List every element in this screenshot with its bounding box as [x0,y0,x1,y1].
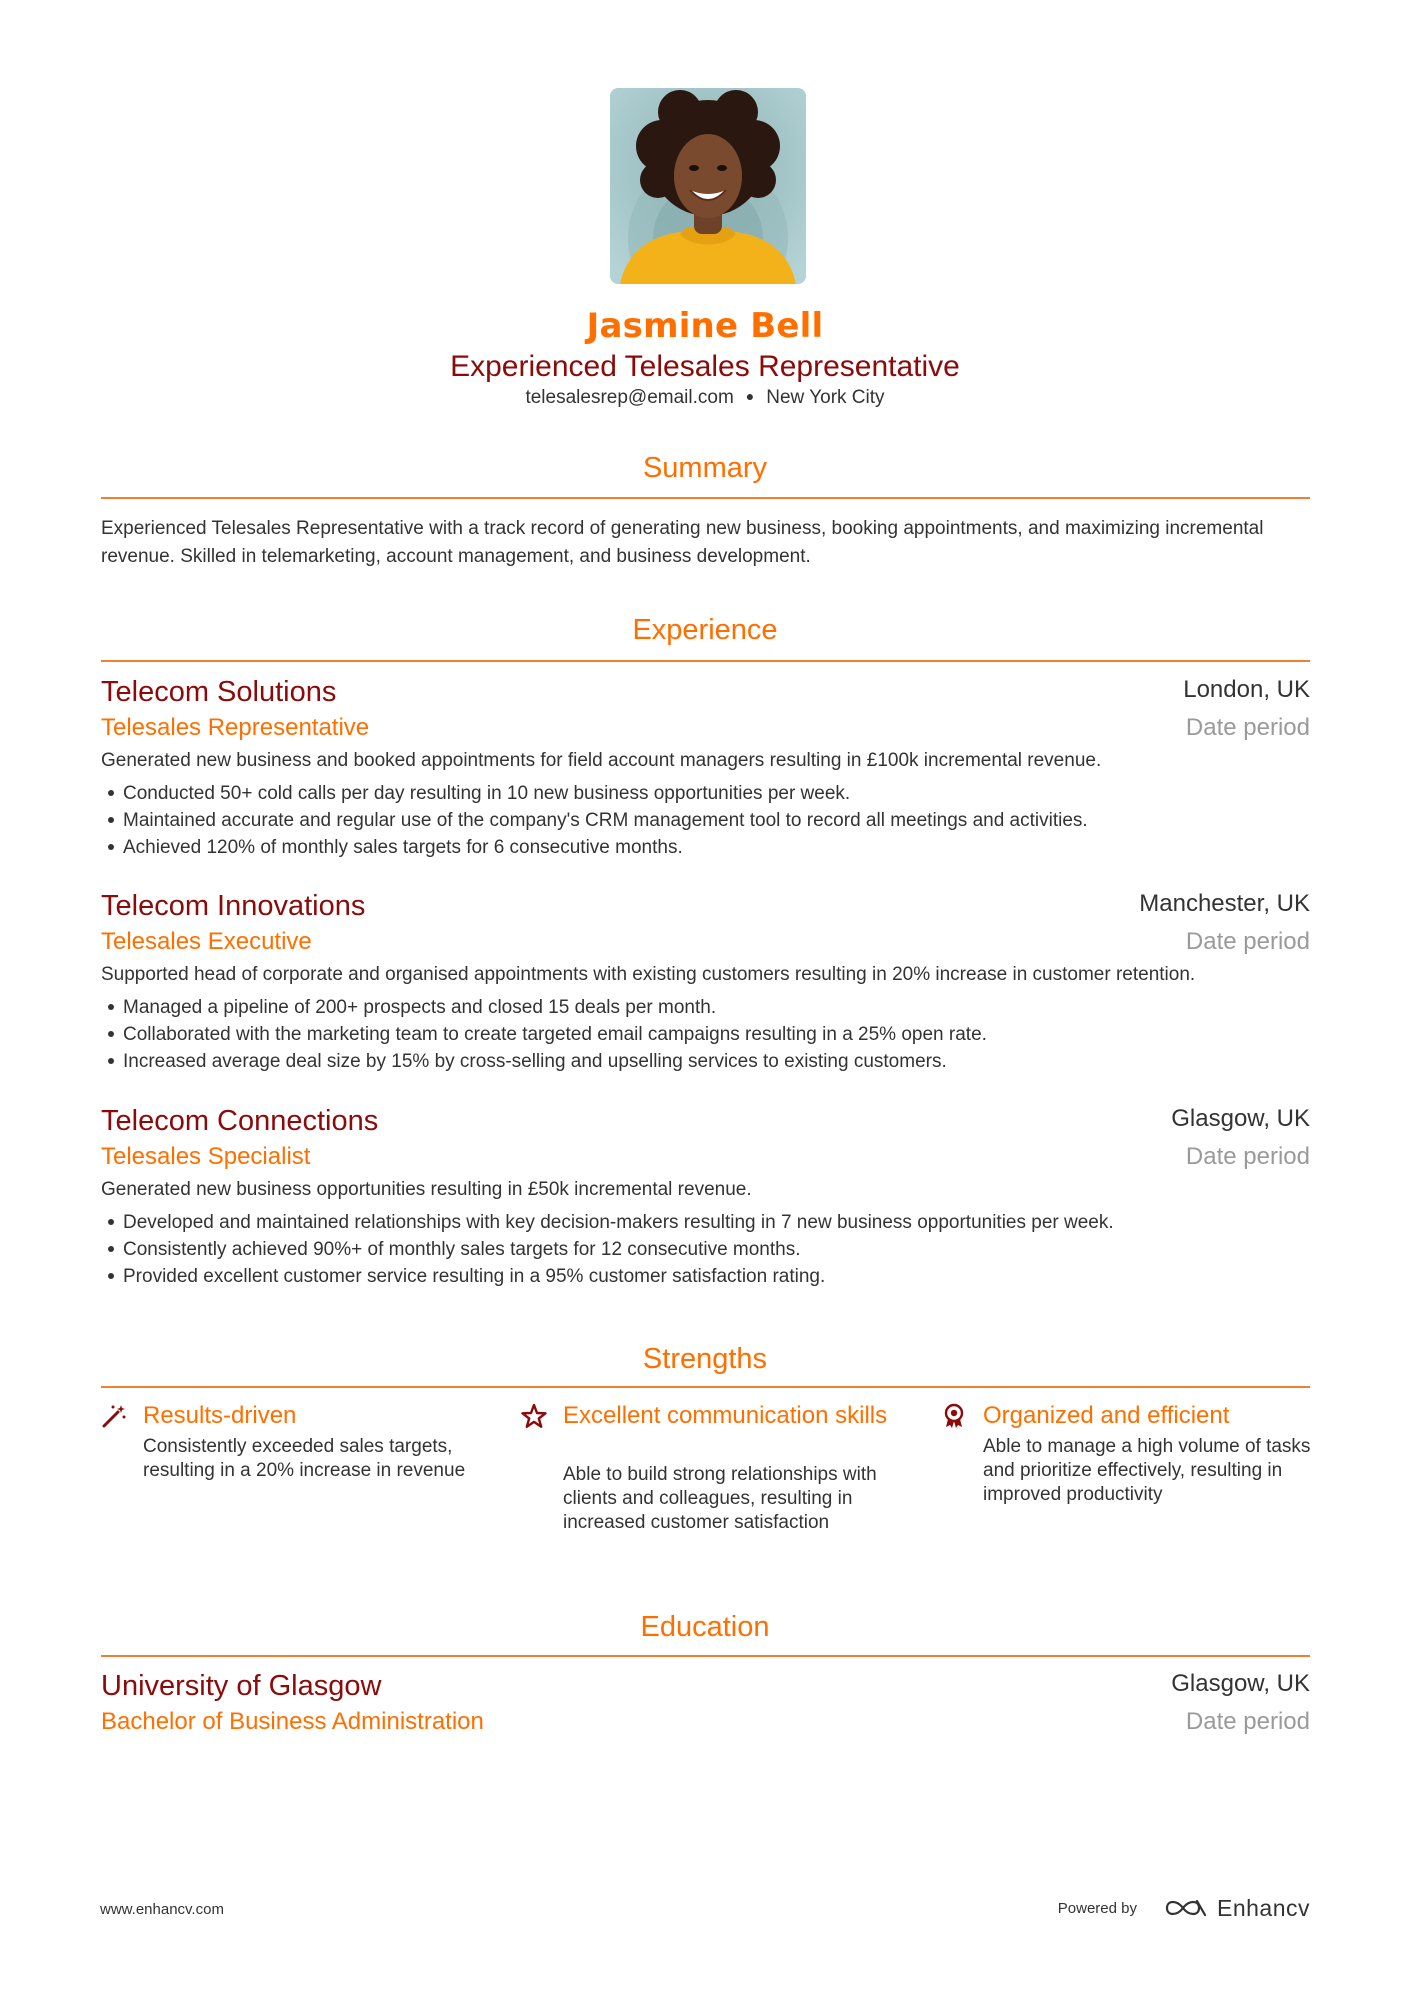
profile-photo [610,88,806,284]
section-title-strengths: Strengths [642,1343,768,1375]
footer-branding [1058,1893,1310,1923]
strength-title: Results-driven [143,1402,297,1429]
education-date: Date period [1185,1708,1310,1735]
magic-wand-icon [101,1403,127,1429]
separator-dot: ● [745,388,755,404]
section-title-education: Education [640,1611,770,1643]
section-divider [101,497,1310,499]
achievement-item: Collaborated with the marketing team to create targeted email campaigns resulting in a 25% open rate. [101,1021,987,1048]
company-name: Telecom Innovations [101,890,366,922]
job-date: Date period [1185,928,1310,955]
achievement-item: Achieved 120% of monthly sales targets for 6 consecutive months. [101,834,1088,861]
job-description: Supported head of corporate and organised appointments with existing customers resulting in 20% increase in customer retention. [101,964,1196,985]
job-date: Date period [1185,714,1310,741]
job-title: Telesales Executive [101,928,312,955]
achievement-item: Provided excellent customer service resulting in a 95% customer satisfaction rating. [101,1263,1114,1290]
achievement-item: Conducted 50+ cold calls per day resulting in 10 new business opportunities per week. [101,780,1088,807]
job-title: Telesales Specialist [101,1143,311,1170]
enhancv-logo-icon [1163,1896,1209,1920]
company-name: Telecom Connections [101,1105,379,1137]
candidate-headline: Experienced Telesales Representative [450,350,960,383]
achievement-item: Increased average deal size by 15% by cross-selling and upselling services to existing customers. [101,1048,987,1075]
brand-name: Enhancv [1216,1894,1310,1921]
school-location: Glasgow, UK [1171,1670,1310,1697]
section-divider [101,660,1310,662]
job-description: Generated new business and booked appointments for field account managers resulting in £100k incremental revenue. [101,750,1102,771]
achievement-list [101,1209,1114,1290]
section-divider [101,1386,1310,1388]
achievement-item: Consistently achieved 90%+ of monthly sales targets for 12 consecutive months. [101,1236,1114,1263]
achievement-item: Maintained accurate and regular use of the company's CRM management tool to record all meetings and activities. [101,807,1088,834]
section-title-experience: Experience [632,614,778,646]
contact-location: New York City [766,387,885,408]
strength-title: Excellent communication skills [563,1402,888,1429]
contact-email[interactable]: telesalesrep@email.com [525,387,734,408]
section-divider [101,1655,1310,1657]
footer-website-link[interactable]: www.enhancv.com [100,1901,224,1918]
achievement-item: Developed and maintained relationships with key decision-makers resulting in 7 new business opportunities per week. [101,1209,1114,1236]
achievement-list [101,994,987,1075]
school-name: University of Glasgow [101,1670,382,1702]
achievement-list [101,780,1088,861]
summary-text: Experienced Telesales Representative with a track record of generating new business, booking appointments, and maximizing incremental revenue. Skilled in telemarketing, account management, and business development. [101,518,1264,567]
strength-description: Able to manage a high volume of tasks and prioritize effectively, resulting in improved productivity [983,1436,1311,1505]
strength-title: Organized and efficient [983,1402,1230,1429]
strength-description: Consistently exceeded sales targets, resulting in a 20% increase in revenue [143,1436,466,1481]
job-title: Telesales Representative [101,714,370,741]
powered-by-label: Powered by [1057,1899,1137,1917]
star-icon [521,1403,547,1429]
award-medal-icon [941,1403,967,1429]
job-location: Glasgow, UK [1171,1105,1310,1132]
job-location: Manchester, UK [1139,890,1310,917]
profile-photo-image [610,88,806,284]
strength-description: Able to build strong relationships with clients and colleagues, resulting in increased customer satisfaction [563,1464,877,1533]
company-name: Telecom Solutions [101,676,337,708]
job-location: London, UK [1183,676,1310,703]
section-title-summary: Summary [642,452,768,484]
job-date: Date period [1185,1143,1310,1170]
candidate-name: Jasmine Bell [586,306,824,346]
contact-line [0,387,1410,409]
achievement-item: Managed a pipeline of 200+ prospects and closed 15 deals per month. [101,994,987,1021]
job-description: Generated new business opportunities resulting in £50k incremental revenue. [101,1179,752,1200]
degree-title: Bachelor of Business Administration [101,1708,484,1735]
